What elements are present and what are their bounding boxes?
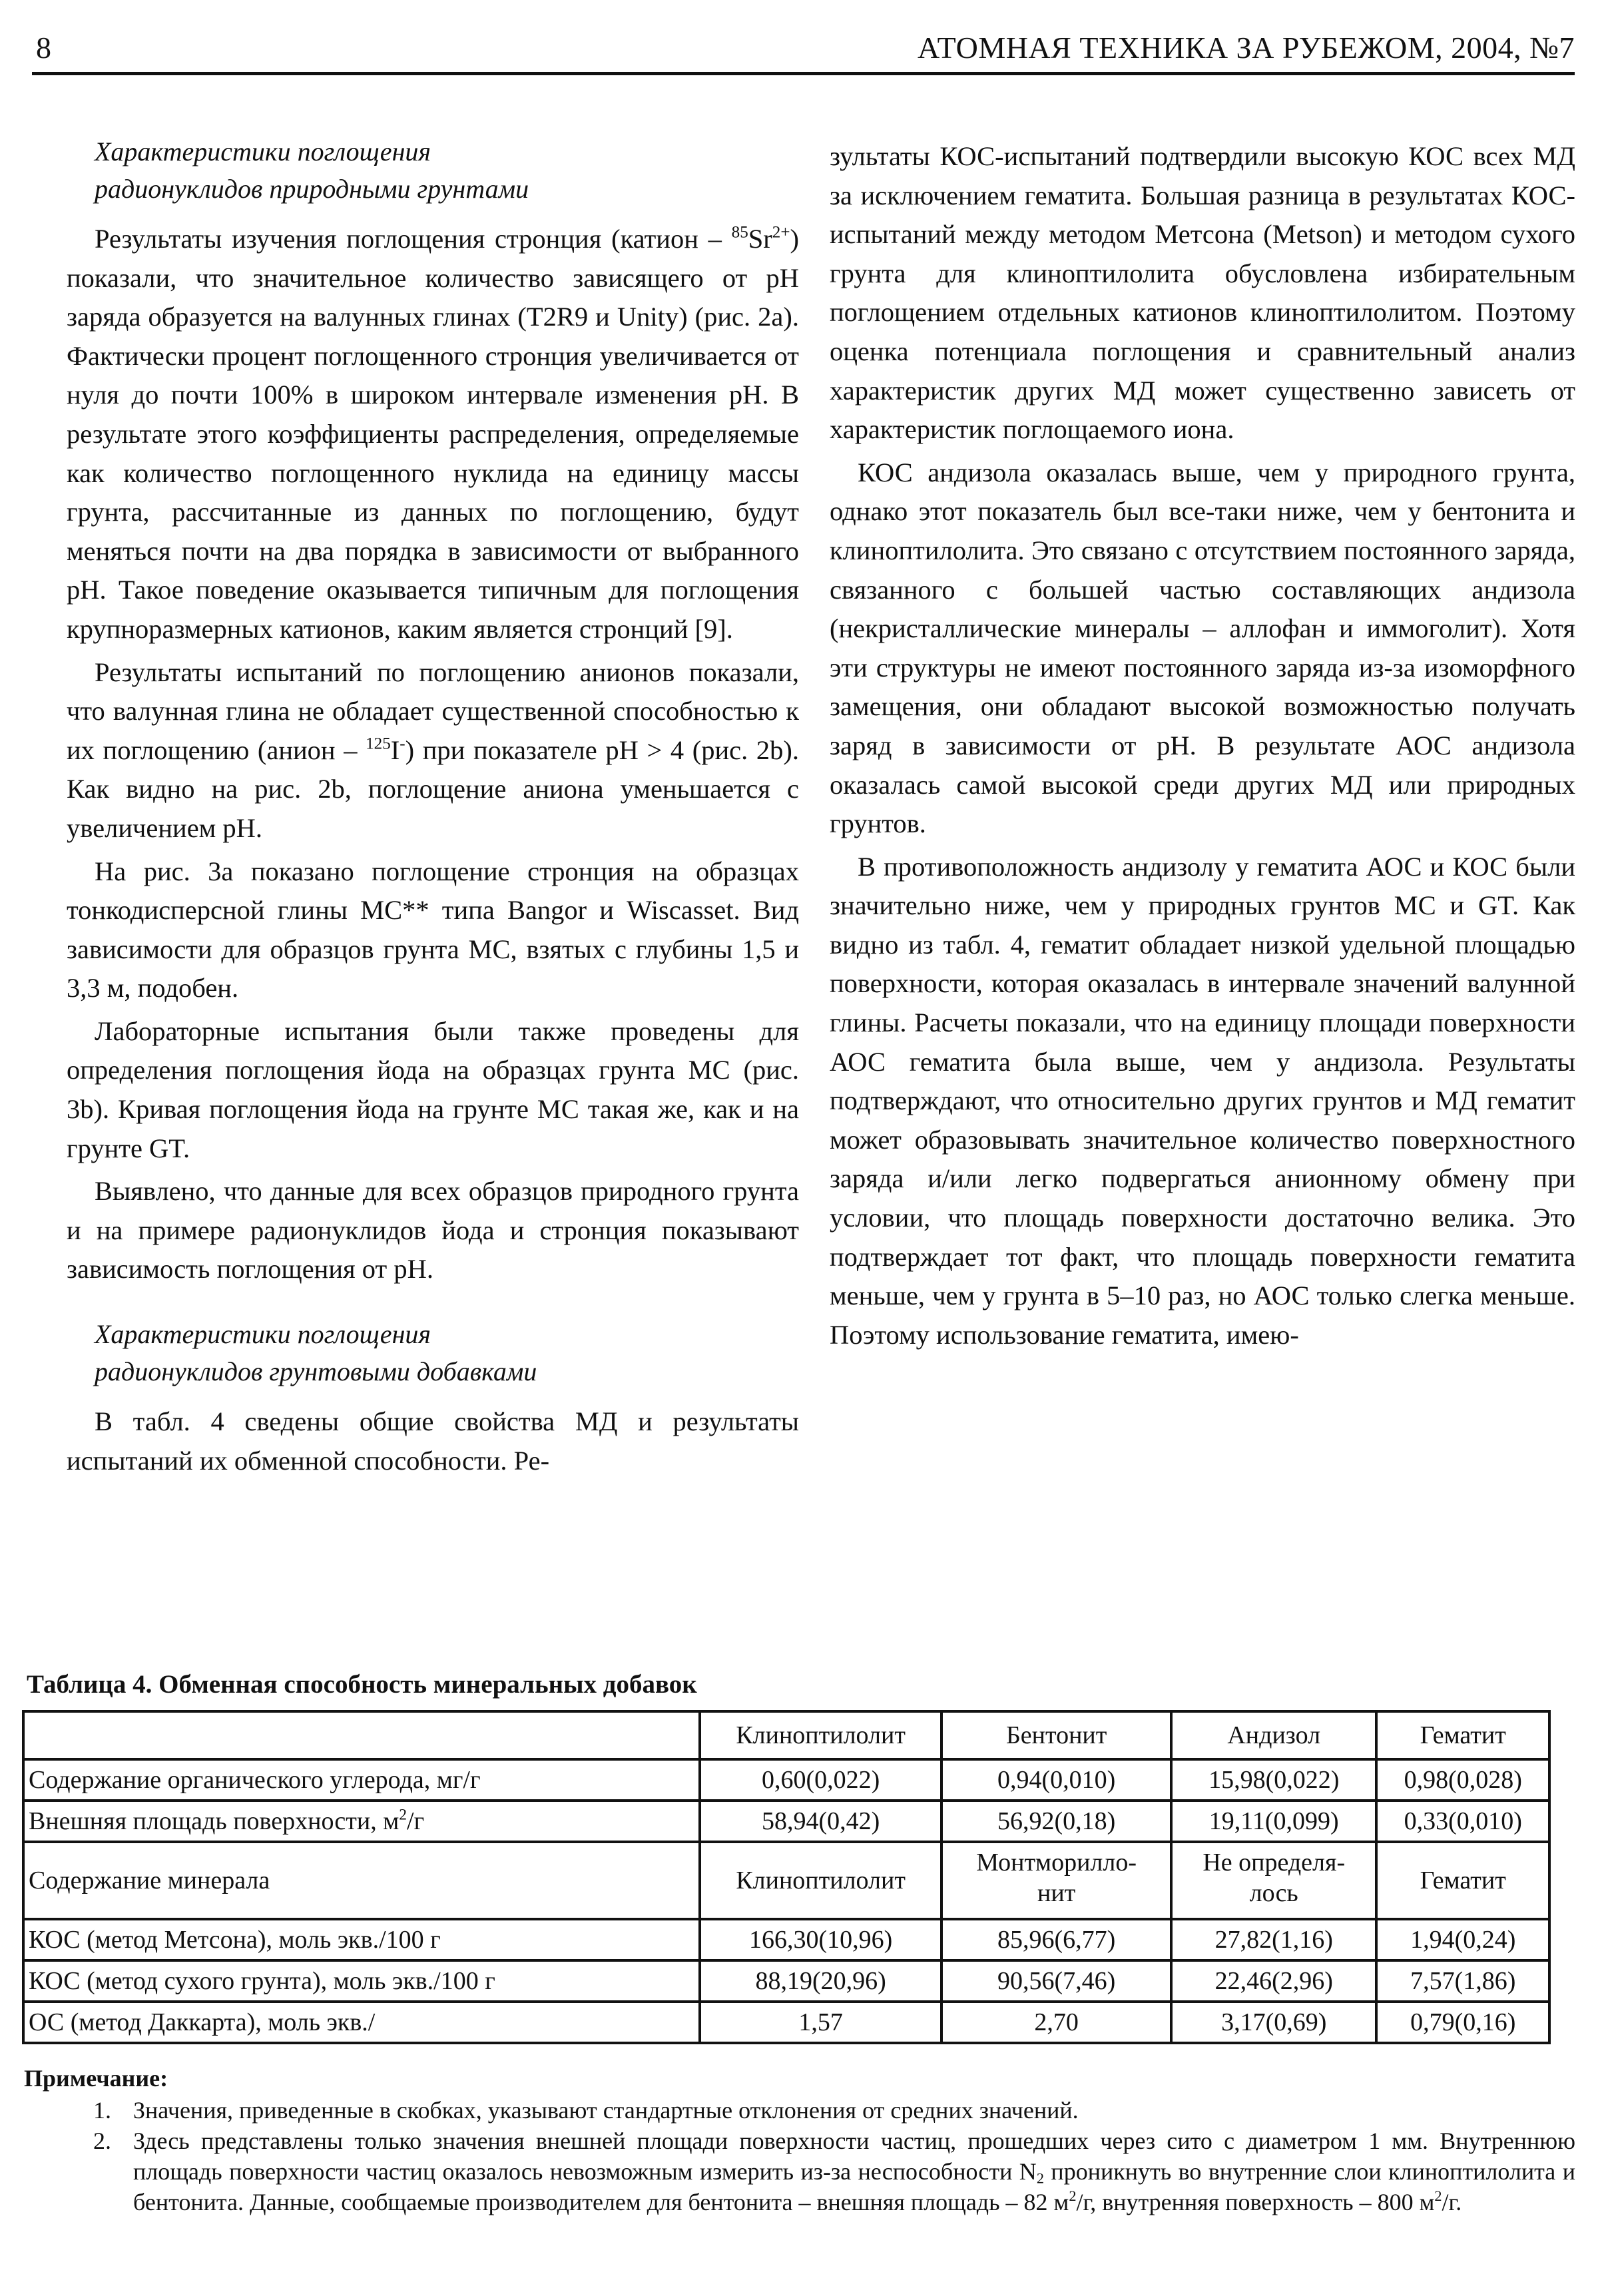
isotope-mass: 125 — [366, 734, 391, 753]
superscript: 2 — [1069, 2187, 1077, 2205]
table-cell: 1,94(0,24) — [1376, 1919, 1549, 1960]
left-column — [67, 133, 799, 1484]
table-cell: 2,70 — [941, 2002, 1171, 2043]
text: ) при показателе pH > 4 (рис. 2b). Как видно на рис. 2b, поглощение аниона уменьшается с увеличением pH. — [67, 734, 800, 843]
table-cell: 0,94(0,010) — [941, 1759, 1171, 1801]
journal-title: АТОМНАЯ ТЕХНИКА ЗА РУБЕЖОМ, 2004, №7 — [917, 31, 1575, 65]
page-header — [32, 20, 1575, 75]
superscript: 2 — [399, 1806, 407, 1824]
exchange-capacity-table — [22, 1710, 1551, 2044]
paragraph-anions — [67, 653, 799, 848]
table-cell: 58,94(0,42) — [700, 1801, 941, 1842]
row-label: ОС (метод Даккарта), моль экв./ — [23, 2002, 700, 2043]
text: /г. — [1442, 2189, 1462, 2215]
paragraph-cec-results: зультаты КОС-испытаний подтвердили высокую КОС всех МД за исключением гематита. Большая разница в результатах КОС-испытаний между методом Метсона (Metson) и методом сухого грунта для клиноптилолита обусловлена избирательным поглощением отдельных катионов клиноптилолитом. Поэтому оценка потенциала поглощения и сравнительный анализ характеристик других МД может существенно зависеть от характеристик поглощаемого иона. — [830, 141, 1575, 445]
text: /г, внутренняя поверхность – 800 м — [1076, 2189, 1435, 2215]
superscript: 2 — [1434, 2187, 1442, 2205]
table-notes — [24, 2063, 1575, 2217]
page-number: 8 — [36, 31, 51, 65]
text: Результаты испытаний по поглощению анионов показали, что валунная глина не обладает существенной способностью к их поглощению (анион – — [67, 657, 799, 765]
text: Внешняя площадь поверхности, м — [29, 1807, 400, 1835]
row-label: Содержание органического углерода, мг/г — [23, 1759, 700, 1801]
section-heading-line: Характеристики поглощения — [95, 1319, 431, 1350]
table-cell: 90,56(7,46) — [941, 1960, 1171, 2002]
table-cell — [1171, 1842, 1377, 1919]
subscript: 2 — [1036, 2169, 1044, 2187]
table-header-cell: Бентонит — [941, 1711, 1171, 1759]
note-item: 1. Значения, приведенные в скобках, указывают стандартные отклонения от средних значений. — [117, 2095, 1575, 2126]
paragraph-strontium — [67, 220, 799, 649]
notes-title: Примечание: — [24, 2065, 168, 2092]
table-cell: Гематит — [1376, 1842, 1549, 1919]
row-label: КОС (метод Метсона), моль экв./100 г — [23, 1919, 700, 1960]
table-cell: 0,60(0,022) — [700, 1759, 941, 1801]
table-cell: 0,98(0,028) — [1376, 1759, 1549, 1801]
ion-charge: 2+ — [772, 223, 790, 242]
row-label: КОС (метод сухого грунта), моль экв./100 г — [23, 1960, 700, 2002]
table-row — [23, 2002, 1549, 2043]
table-header-cell: Гематит — [1376, 1711, 1549, 1759]
table-cell: 0,33(0,010) — [1376, 1801, 1549, 1842]
table-row — [23, 1842, 1549, 1919]
cell-line: лось — [1249, 1879, 1298, 1907]
paragraph-lab-tests: Лабораторные испытания были также проведены для определения поглощения йода на образцах грунта MC (рис. 3b). Кривая поглощения йода на грунте MC такая же, как и на грунте GT. — [67, 1015, 799, 1163]
table-cell: 27,82(1,16) — [1171, 1919, 1377, 1960]
table-header-row — [23, 1711, 1549, 1759]
text: проникнуть во внутренние слои клиноптилолита и бентонита. Данные, сообщаемые производителем для бентонита – внешняя площадь – 82 м — [133, 2158, 1575, 2215]
table-cell: 0,79(0,16) — [1376, 2002, 1549, 2043]
section-heading-soil-additives — [95, 1316, 799, 1390]
cell-line: нит — [1037, 1879, 1076, 1907]
table-caption: Таблица 4. Обменная способность минеральных добавок — [27, 1670, 697, 1699]
paragraph-andisol: КОС андизола оказалась выше, чем у природного грунта, однако этот показатель был все-таки ниже, чем у бентонита и клиноптилолита. Это связано с отсутствием постоянного заряда, связанного с большей частью составляющих андизола (некристаллические минералы – аллофан и иммоголит). Хотя эти структуры не имеют постоянного заряда из-за изоморфного замещения, они обладают высокой возможностью получать заряд в зависимости от pH. В результате АОС андизола оказалась самой высокой среди других МД или природных грунтов. — [830, 457, 1575, 839]
table-row — [23, 1960, 1549, 2002]
text: ) показали, что значительное количество зависящего от pH заряда образуется на валунных глинах (T2R9 и Unity) (рис. 2a). Фактически процент поглощенного стронция увеличивается от нуля до почти 100% в широком интервале изменения pH. В результате этого коэффициенты распределения, определяемые как количество поглощенного нуклида на единицу массы грунта, рассчитанные из данных по поглощению, будут меняться почти на два порядка в зависимости от выбранного pH. Такое поведение оказывается типичным для поглощения крупноразмерных катионов, каким является стронций [9]. — [67, 224, 799, 644]
table-header-cell — [23, 1711, 700, 1759]
paragraph-fig3a: На рис. 3a показано поглощение стронция на образцах тонкодисперсной глины MC** типа Bangor и Wiscasset. Вид зависимости для образцов грунта MC, взятых с глубины 1,5 и 3,3 м, подобен. — [67, 856, 799, 1004]
text: Здесь представлены только значения внешней площади поверхности частиц, прошедших через сито с диаметром 1 мм. Внутреннюю площадь поверхности частиц оказалось невозможным измерить из-за неспособности N — [133, 2128, 1575, 2185]
table-cell: 56,92(0,18) — [941, 1801, 1171, 1842]
paragraph-hematite: В противоположность андизолу у гематита АОС и КОС были значительно ниже, чем у природных грунтов MC и GT. Как видно из табл. 4, гематит обладает низкой удельной площадью поверхности, которая оказалась в интервале значений валунной глины. Расчеты показали, что на единицу площади поверхности АОС гематита была выше, чем у андизола. Результаты подтверждают, что относительно других грунтов и МД гематит может образовывать значительное количество поверхностного заряда и/или легко подвергаться анионному обмену при условии, что площадь поверхности достаточно велика. Это подтверждает тот факт, что площадь поверхности гематита меньше, чем у грунта в 5–10 раз, но АОС только слегка меньше. Поэтому использование гематита, имею- — [830, 851, 1575, 1350]
notes-list — [24, 2095, 1575, 2217]
table-header-cell: Андизол — [1171, 1711, 1377, 1759]
table-row — [23, 1801, 1549, 1842]
isotope-mass: 85 — [731, 223, 748, 242]
table-cell: 1,57 — [700, 2002, 941, 2043]
cell-line: Монтморилло- — [976, 1849, 1137, 1876]
paragraph-table4-intro: В табл. 4 сведены общие свойства МД и результаты испытаний их обменной способности. Ре- — [67, 1406, 799, 1476]
table-cell: 3,17(0,69) — [1171, 2002, 1377, 2043]
section-heading-line: радионуклидов грунтовыми добавками — [95, 1356, 537, 1387]
table-cell: 22,46(2,96) — [1171, 1960, 1377, 2002]
table-cell: 85,96(6,77) — [941, 1919, 1171, 1960]
cell-line: Не определя- — [1202, 1849, 1346, 1876]
table-cell: 19,11(0,099) — [1171, 1801, 1377, 1842]
right-column — [830, 137, 1575, 1358]
section-heading-line: радионуклидов природными грунтами — [95, 174, 529, 204]
table-cell: 88,19(20,96) — [700, 1960, 941, 2002]
table-row — [23, 1919, 1549, 1960]
table-header-cell: Клиноптилолит — [700, 1711, 941, 1759]
table-cell: Клиноптилолит — [700, 1842, 941, 1919]
text: /г — [407, 1807, 425, 1835]
element-symbol: I — [390, 734, 400, 765]
ion-charge: - — [400, 734, 405, 753]
table-cell: 15,98(0,022) — [1171, 1759, 1377, 1801]
element-symbol: Sr — [748, 224, 772, 254]
table-cell: 7,57(1,86) — [1376, 1960, 1549, 2002]
spacer — [67, 1293, 799, 1316]
row-label — [23, 1801, 700, 1842]
paragraph-conclusion: Выявлено, что данные для всех образцов природного грунта и на примере радионуклидов йода и стронция показывают зависимость поглощения от pH. — [67, 1176, 799, 1285]
section-heading-natural-soils — [95, 133, 799, 208]
text: Результаты изучения поглощения стронция (катион – — [95, 224, 732, 254]
section-heading-line: Характеристики поглощения — [95, 137, 431, 166]
table-cell — [941, 1842, 1171, 1919]
table-cell: 166,30(10,96) — [700, 1919, 941, 1960]
note-item — [117, 2126, 1575, 2217]
row-label: Содержание минерала — [23, 1842, 700, 1919]
table-row — [23, 1759, 1549, 1801]
